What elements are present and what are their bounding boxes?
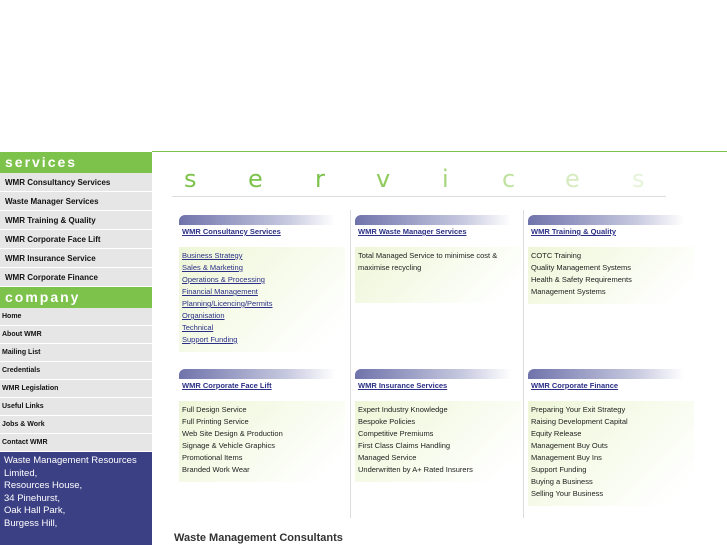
finance-title-link[interactable]: WMR Corporate Finance xyxy=(531,381,619,390)
box-header-bar xyxy=(528,369,684,379)
service-item: Underwritten by A+ Rated Insurers xyxy=(358,465,473,474)
header-divider xyxy=(152,151,727,152)
service-link[interactable]: Sales & Marketing xyxy=(182,263,243,272)
service-item: Quality Management Systems xyxy=(531,263,632,272)
sidebar xyxy=(0,152,152,545)
services-heading: services xyxy=(0,152,152,173)
address-line: Limited, xyxy=(4,467,38,479)
sidebar-item-training[interactable]: WMR Training & Quality xyxy=(0,211,152,230)
box-header-bar xyxy=(179,369,335,379)
finance-box xyxy=(522,369,694,506)
service-item: Support Funding xyxy=(531,465,587,474)
banner-letter: s xyxy=(632,165,645,193)
service-item: COTC Training xyxy=(531,251,582,260)
service-link[interactable]: Operations & Processing xyxy=(182,275,265,284)
waste-manager-list xyxy=(355,247,521,303)
sidebar-item-home[interactable]: Home xyxy=(0,308,152,326)
training-box xyxy=(522,215,694,304)
sidebar-item-about[interactable]: About WMR xyxy=(0,326,152,344)
insurance-box xyxy=(349,369,521,482)
box-header-bar xyxy=(355,369,511,379)
banner-letter: e xyxy=(248,165,263,193)
sidebar-item-finance[interactable]: WMR Corporate Finance xyxy=(0,268,152,287)
box-header-bar xyxy=(528,215,684,225)
sidebar-item-legislation[interactable]: WMR Legislation xyxy=(0,380,152,398)
service-item: Managed Service xyxy=(358,453,417,462)
service-item: Signage & Vehicle Graphics xyxy=(182,441,275,450)
waste-manager-title-link[interactable]: WMR Waste Manager Services xyxy=(358,227,467,236)
training-title-link[interactable]: WMR Training & Quality xyxy=(531,227,617,236)
company-heading: company xyxy=(0,287,152,308)
address-line: Oak Hall Park, xyxy=(4,505,66,516)
service-link[interactable]: Support Funding xyxy=(182,335,238,344)
waste-manager-box xyxy=(349,215,521,303)
finance-list xyxy=(528,401,694,506)
service-item: Buying a Business xyxy=(531,477,593,486)
service-item: Selling Your Business xyxy=(531,489,604,498)
service-item: Preparing Your Exit Strategy xyxy=(531,405,626,414)
sidebar-item-jobs[interactable]: Jobs & Work xyxy=(0,416,152,434)
service-item: Management Systems xyxy=(531,287,606,296)
address-line: Resources House, xyxy=(4,480,83,491)
face-lift-box xyxy=(173,369,345,482)
service-item: Competitive Premiums xyxy=(358,429,434,438)
sidebar-item-waste-manager[interactable]: Waste Manager Services xyxy=(0,192,152,211)
service-link[interactable]: Technical xyxy=(182,323,214,332)
banner-letter: e xyxy=(565,165,580,193)
address-line: 34 Pinehurst, xyxy=(4,492,60,504)
service-item: First Class Claims Handling xyxy=(358,441,451,450)
service-item: Bespoke Policies xyxy=(358,417,416,426)
consultancy-box xyxy=(173,215,345,352)
sidebar-item-mailing-list[interactable]: Mailing List xyxy=(0,344,152,362)
banner-letter: v xyxy=(376,165,391,193)
service-link[interactable]: Financial Management xyxy=(182,287,258,296)
sidebar-item-face-lift[interactable]: WMR Corporate Face Lift xyxy=(0,230,152,249)
page-section-title: Waste Management Consultants xyxy=(174,532,343,544)
service-item: Full Design Service xyxy=(182,405,247,414)
banner-letter: i xyxy=(442,165,449,193)
box-header-bar xyxy=(355,215,511,225)
service-link[interactable]: Organisation xyxy=(182,311,225,320)
address-line: Waste Management Resources xyxy=(4,455,137,466)
service-link[interactable]: Planning/Licencing/Permits xyxy=(182,299,273,308)
company-address xyxy=(0,452,152,545)
banner-letter: r xyxy=(315,165,325,193)
sidebar-item-contact[interactable]: Contact WMR xyxy=(0,434,152,452)
sidebar-item-insurance[interactable]: WMR Insurance Service xyxy=(0,249,152,268)
consultancy-list xyxy=(179,247,345,352)
service-item: Management Buy Outs xyxy=(531,441,608,450)
service-item: Total Managed Service to minimise cost & maximise recycling xyxy=(358,251,498,272)
training-list xyxy=(528,247,694,304)
consultancy-title-link[interactable]: WMR Consultancy Services xyxy=(182,227,281,236)
insurance-list xyxy=(355,401,521,482)
address-line: Burgess Hill, xyxy=(4,517,58,529)
service-item: Web Site Design & Production xyxy=(182,429,283,438)
services-banner xyxy=(184,165,664,195)
banner-letter: s xyxy=(184,165,197,193)
sidebar-item-consultancy[interactable]: WMR Consultancy Services xyxy=(0,173,152,192)
service-link[interactable]: Business Strategy xyxy=(182,251,243,260)
service-item: Full Printing Service xyxy=(182,417,249,426)
service-item: Expert Industry Knowledge xyxy=(358,405,448,414)
service-item: Branded Work Wear xyxy=(182,465,250,474)
sidebar-item-credentials[interactable]: Credentials xyxy=(0,362,152,380)
insurance-title-link[interactable]: WMR Insurance Services xyxy=(358,381,448,390)
service-item: Promotional Items xyxy=(182,453,243,462)
service-item: Management Buy Ins xyxy=(531,453,602,462)
banner-divider xyxy=(172,196,666,197)
service-item: Health & Safety Requirements xyxy=(531,275,632,284)
service-item: Equity Release xyxy=(531,429,582,438)
banner-letter: c xyxy=(502,165,516,193)
box-header-bar xyxy=(179,215,335,225)
sidebar-item-useful-links[interactable]: Useful Links xyxy=(0,398,152,416)
face-lift-title-link[interactable]: WMR Corporate Face Lift xyxy=(182,381,272,390)
face-lift-list xyxy=(179,401,345,482)
service-item: Raising Development Capital xyxy=(531,417,628,426)
